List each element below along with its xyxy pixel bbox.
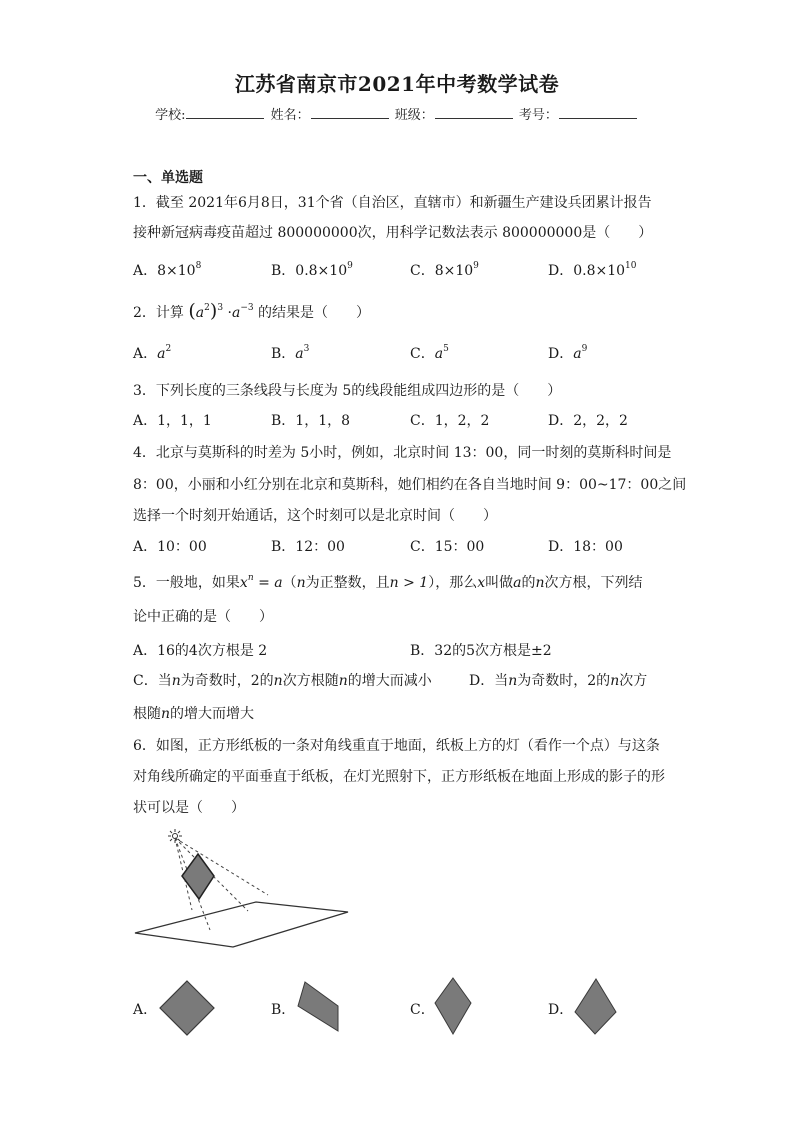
q5-option-d[interactable] [469,670,647,690]
q2-d-exp: 9 [581,344,588,354]
q5-stem-line1 [133,572,643,592]
q1-c-mantissa: 8×10 [434,263,474,279]
q2-c-exp: 5 [443,344,449,354]
q5-text-4: ），那么 [428,575,478,591]
q3-option-d[interactable]: D．2，2，2 [548,413,628,429]
q5-condition: n > 1 [389,575,429,591]
q4-option-c[interactable]: C．15：00 [410,539,485,555]
q6-figure [128,826,358,956]
q5-text-3: 为正整数，且 [305,575,390,591]
q5-d-n-1: n [508,673,518,689]
q1-b-label: B． [271,263,296,279]
q1-stem-line1: 1．截至 2021年6月8日，31个省（自治区，直辖市）和新疆生产建设兵团累计报告 [133,195,652,211]
student-info [0,104,794,123]
q6-option-d-shape[interactable] [570,976,620,1036]
q2-stem [133,300,370,322]
q2-outer-exp: 3 [217,303,224,313]
section-heading: 一、单选题 [133,170,203,186]
q5-var-n: n [296,575,306,591]
q6-option-b-shape[interactable] [293,978,353,1038]
name-label: 姓名： [270,108,310,123]
q5-text-6: 的 [521,575,536,591]
q2-b-exp: 3 [303,344,310,354]
q2-b-base: a [295,346,304,362]
q5-option-c[interactable] [133,670,432,690]
school-blank[interactable] [186,107,264,119]
q1-c-exp: 9 [473,261,479,271]
q5-c-text-2: 为奇数时，2的 [180,673,274,689]
q5-var-n-exp: n [247,573,254,583]
q2-base-2: a [231,305,241,321]
q6-option-c-shape[interactable] [428,976,478,1036]
q5-c-text-1: C．当 [133,673,172,689]
q5-var-a: a [513,575,522,591]
q5-d-text-2: 为奇数时，2的 [517,673,611,689]
q2-option-a[interactable] [133,343,171,363]
q1-d-exp: 10 [625,261,637,271]
q2-option-c[interactable] [410,343,449,363]
q1-option-d[interactable] [548,260,637,280]
q6-option-a-label[interactable]: A． [133,1002,158,1018]
q5-text-5: 叫做 [485,575,514,591]
q4-option-a[interactable]: A．10：00 [133,539,207,555]
q4-stem-line1: 4．北京与莫斯科的时差为 5小时，例如，北京时间 13：00，同一时刻的莫斯科时间是 [133,445,672,461]
q1-b-exp: 9 [347,261,353,271]
q5-d-n-2: n [610,673,620,689]
class-label: 班级： [394,108,434,123]
q2-close-paren: ) [209,300,218,322]
q5-text-7: 次方根，下列结 [544,575,643,591]
q3-stem: 3．下列长度的三条线段与长度为 5的线段能组成四边形的是（ ） [133,383,562,399]
id-blank[interactable] [559,107,637,119]
q5-option-d-cont [133,703,254,723]
q1-option-b[interactable] [271,260,353,280]
q2-prefix: 2．计算 [133,305,184,321]
id-label: 考号： [518,108,558,123]
q3-option-a[interactable]: A．1，1，1 [133,413,212,429]
q5-d-n-3: n [161,706,171,722]
q5-var-n-2: n [535,575,545,591]
q2-dot: · [227,305,232,321]
q2-option-b[interactable] [271,343,309,363]
q5-d-text-1: D．当 [469,673,509,689]
q6-stem-line2: 对角线所确定的平面垂直于纸板，在灯光照射下，正方形纸板在地面上形成的影子的形 [133,769,665,785]
q2-c-label: C． [410,346,435,362]
q5-c-text-3: 次方根随 [282,673,339,689]
q1-option-a[interactable] [133,260,201,280]
q2-a-label: A． [133,346,158,362]
page-title: 江苏省南京市2021年中考数学试卷 [234,72,560,96]
q5-d-text-3: 次方 [619,673,648,689]
q1-option-c[interactable] [410,260,479,280]
q5-var-x: x [239,575,248,591]
q2-b-label: B． [271,346,296,362]
q6-option-b-label[interactable]: B． [271,1002,296,1018]
q1-d-label: D． [548,263,574,279]
q2-base: a [195,305,205,321]
q5-d-text-4: 根随 [133,706,161,722]
q1-a-mantissa: 8×10 [157,263,196,279]
q2-a-exp: 2 [165,344,172,354]
q4-stem-line2: 8：00，小丽和小红分别在北京和莫斯科，她们相约在各自当地时间 9：00~17：00之间 [133,477,687,493]
q2-d-label: D． [548,346,574,362]
q5-text-1: 5．一般地，如果 [133,575,240,591]
class-blank[interactable] [435,107,513,119]
q5-stem-line2: 论中正确的是（ ） [133,609,273,625]
q2-neg-exp: −3 [240,303,254,313]
q1-a-label: A． [133,263,158,279]
q6-stem-line3: 状可以是（ ） [133,800,245,816]
q2-option-d[interactable] [548,343,587,363]
q1-d-mantissa: 0.8×10 [573,263,626,279]
q5-c-n-3: n [338,673,348,689]
q4-option-b[interactable]: B．12：00 [271,539,345,555]
q5-option-a[interactable]: A．16的4次方根是 2 [133,643,268,659]
q6-option-c-label[interactable]: C． [410,1002,435,1018]
q2-c-base: a [434,346,444,362]
q3-option-c[interactable]: C．1，2，2 [410,413,490,429]
q5-eq-a: = a [258,575,283,591]
q5-option-b[interactable]: B．32的5次方根是±2 [410,643,552,659]
name-blank[interactable] [311,107,389,119]
q5-c-n-1: n [171,673,181,689]
q2-suffix: 的结果是（ ） [258,305,371,321]
q2-d-base: a [573,346,582,362]
q4-option-d[interactable]: D．18：00 [548,539,623,555]
q6-option-d-label[interactable]: D． [548,1002,574,1018]
q6-stem-line1: 6．如图，正方形纸板的一条对角线重直于地面，纸板上方的灯（看作一个点）与这条 [133,738,660,754]
q2-open-paren: ( [188,300,196,322]
q5-var-x-2: x [477,575,486,591]
q2-a-base: a [157,346,166,362]
q1-c-label: C． [410,263,435,279]
q1-a-exp: 8 [195,261,202,271]
q5-c-text-4: 的增大而减小 [347,673,432,689]
square-board [182,854,214,899]
q5-text-2: （ [282,575,297,591]
q6-option-a-shape[interactable] [157,978,217,1038]
q1-b-mantissa: 0.8×10 [295,263,348,279]
school-label: 学校: [155,108,186,123]
ground-plane [135,902,348,947]
q5-d-text-5: 的增大而增大 [170,706,255,722]
q1-stem-line2: 接种新冠病毒疫苗超过 800000000次，用科学记数法表示 800000000是（ ） [133,225,653,241]
q4-stem-line3: 选择一个时刻开始通话，这个时刻可以是北京时间（ ） [133,508,497,524]
q3-option-b[interactable]: B．1，1，8 [271,413,351,429]
q5-c-n-2: n [273,673,283,689]
lamp-icon [168,829,182,843]
q2-inner-exp: 2 [204,303,210,313]
